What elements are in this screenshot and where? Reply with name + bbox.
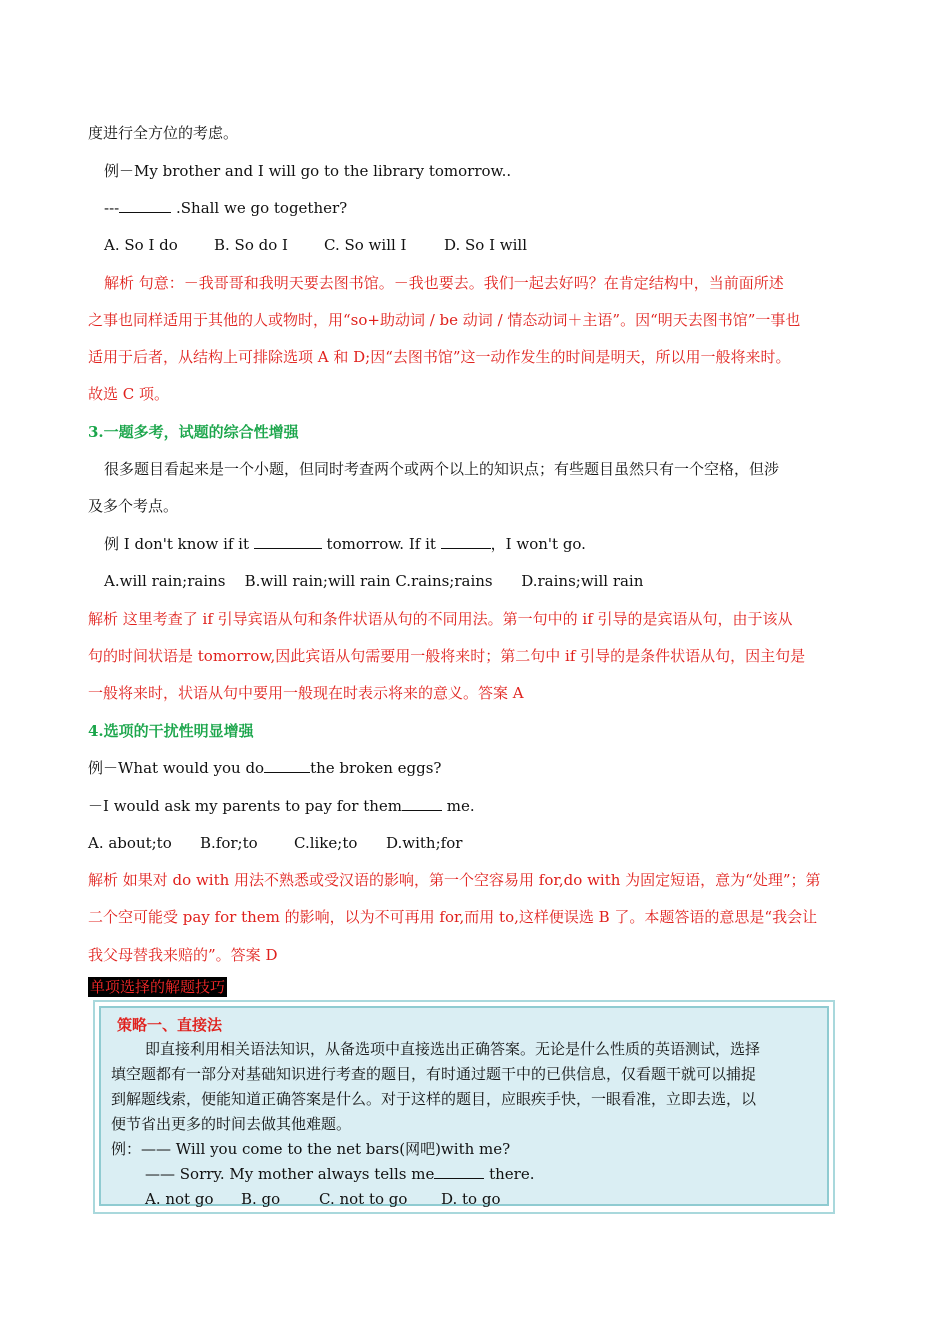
strategy-paragraph-line: 便节省出更多的时间去做其他难题。 bbox=[111, 1115, 352, 1133]
strategy-box bbox=[93, 1000, 835, 1214]
strategy-paragraph-line: 填空题都有一部分对基础知识进行考查的题目，有时通过题干中的已供信息，仅看题干就可以捕捉 bbox=[111, 1065, 757, 1083]
answer-blank bbox=[119, 198, 171, 213]
example-3-question: 例－What would you do the broken eggs? bbox=[88, 759, 442, 777]
strategy-example-question: 例：—— Will you come to the net bars(网吧)with me? bbox=[111, 1140, 511, 1158]
strategy-paragraph-line: 即直接利用相关语法知识，从备选项中直接选出正确答案。无论是什么性质的英语测试，选择 bbox=[145, 1040, 761, 1058]
analysis-2-line: 一般将来时，状语从句中要用一般现在时表示将来的意义。答案 A bbox=[88, 684, 524, 702]
answer-blank bbox=[434, 1164, 484, 1179]
section-heading-4: 4.选项的干扰性明显增强 bbox=[88, 722, 254, 740]
strategy-paragraph-line: 到解题线索，便能知道正确答案是什么。对于这样的题目，应眼疾手快，一眼看准，立即去选，以 bbox=[111, 1090, 757, 1108]
analysis-2-line: 解析 这里考查了 if 引导宾语从句和条件状语从句的不同用法。第一句中的 if 引导的是宾语从句，由于该从 bbox=[88, 610, 793, 628]
section-heading-3: 3.一题多考，试题的综合性增强 bbox=[88, 423, 299, 441]
paragraph-line: 度进行全方位的考虑。 bbox=[88, 124, 239, 142]
paragraph-line: 很多题目看起来是一个小题，但同时考查两个或两个以上的知识点；有些题目虽然只有一个空格，但涉 bbox=[104, 460, 780, 478]
analysis-3-line: 我父母替我来赔的”。答案 D bbox=[88, 946, 278, 964]
answer-blank bbox=[264, 758, 310, 773]
example-2-question: 例 I don't know if it tomorrow. If it ，I won't go. bbox=[104, 535, 586, 553]
example-1-question: 例－My brother and I will go to the library tomorrow.. bbox=[104, 162, 512, 180]
analysis-3-line: 解析 如果对 do with 用法不熟悉或受汉语的影响，第一个空容易用 for,do with 为固定短语，意为“处理”；第 bbox=[88, 871, 821, 889]
section-tag: 单项选择的解题技巧 bbox=[90, 978, 226, 996]
analysis-1-line: 适用于后者，从结构上可排除选项 A 和 D;因“去图书馆”这一动作发生的时间是明天，所以用一般将来时。 bbox=[88, 348, 791, 366]
analysis-3-line: 二个空可能受 pay for them 的影响，以为不可再用 for,而用 to,这样便误选 B 了。本题答语的意思是“我会让 bbox=[88, 908, 818, 926]
strategy-example-reply: —— Sorry. My mother always tells me there. bbox=[145, 1165, 535, 1183]
strategy-example-options: A. not go B. go C. not to go D. to go bbox=[145, 1190, 501, 1208]
example-2-options: A.will rain;rains B.will rain;will rain C.rains;rains D.rains;will rain bbox=[104, 572, 644, 590]
analysis-1-line: 之事也同样适用于其他的人或物时，用“so+助动词 / be 动词 / 情态动词＋主语”。因“明天去图书馆”一事也 bbox=[88, 311, 801, 329]
example-3-options: A. about;to B.for;to C.like;to D.with;for bbox=[88, 834, 463, 852]
strategy-box-inner bbox=[99, 1006, 829, 1206]
paragraph-line: 及多个考点。 bbox=[88, 497, 179, 515]
analysis-1-line: 故选 C 项。 bbox=[88, 385, 170, 403]
analysis-2-line: 句的时间状语是 tomorrow,因此宾语从句需要用一般将来时；第二句中 if 引导的是条件状语从句，因主句是 bbox=[88, 647, 806, 665]
example-1-options: A. So I do B. So do I C. So will I D. So I will bbox=[104, 236, 528, 254]
answer-blank bbox=[441, 534, 491, 549]
strategy-title: 策略一、直接法 bbox=[117, 1016, 223, 1034]
analysis-1-line: 解析 句意：－我哥哥和我明天要去图书馆。－我也要去。我们一起去好吗？在肯定结构中，当前面所述 bbox=[104, 274, 784, 292]
example-3-reply: －I would ask my parents to pay for them me. bbox=[88, 797, 475, 815]
answer-blank bbox=[402, 796, 442, 811]
answer-blank bbox=[254, 534, 322, 549]
example-1-reply: --- .Shall we go together? bbox=[104, 199, 348, 217]
